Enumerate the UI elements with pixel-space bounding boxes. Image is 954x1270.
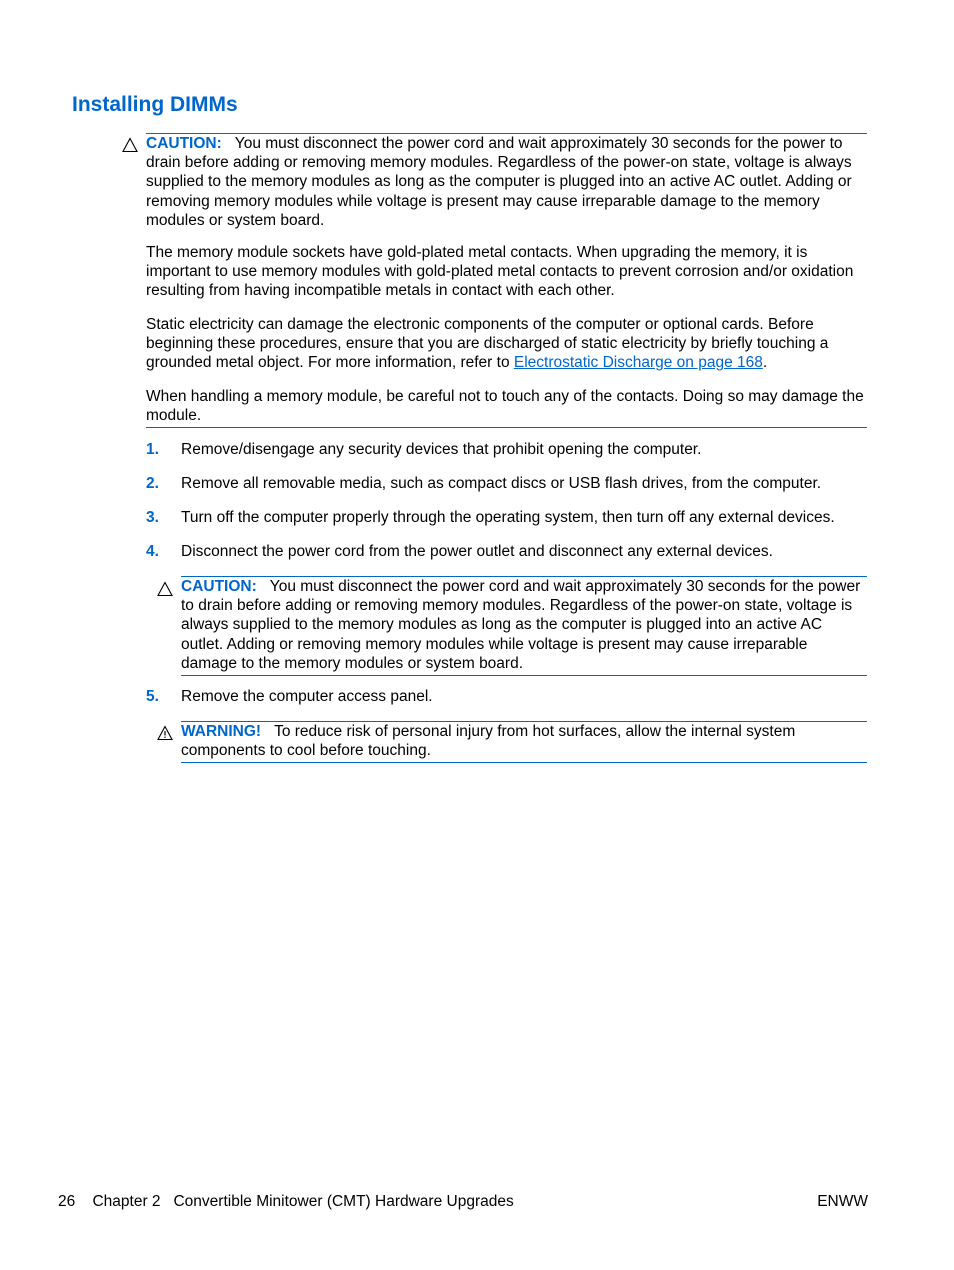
step-text: Remove all removable media, such as compact discs or USB flash drives, from the computer. (181, 475, 822, 492)
caution-triangle-icon (157, 581, 173, 597)
footer-chapter: Chapter 2 (92, 1193, 161, 1210)
step-number: 5. (146, 688, 159, 705)
paragraph-gold-contacts: The memory module sockets have gold-plated metal contacts. When upgrading the memory, it is important to use memory modules with gold-plated metal contacts to prevent corrosion and/or oxidation resulting from having incompatible metals in contact with each other. (146, 244, 854, 300)
warning-label: WARNING! (181, 723, 262, 740)
warning-text: To reduce risk of personal injury from hot surfaces, allow the internal system components to cool before touching. (181, 723, 796, 760)
paragraph-text: Static electricity can damage the electronic components of the computer or optional cards. Before beginning these procedures, ensure that you are discharged of static electricity by briefly touching a grounded metal object. For more information, refer to (146, 316, 829, 372)
paragraph-text: . (762, 354, 768, 372)
electrostatic-discharge-link[interactable]: Electrostatic Discharge on page 168 (513, 354, 763, 372)
caution-label: CAUTION: (181, 578, 257, 595)
step-number: 3. (146, 509, 159, 526)
caution-triangle-icon (122, 137, 138, 153)
page-title: Installing DIMMs (72, 93, 238, 116)
caution-label: CAUTION: (146, 135, 222, 152)
page-number: 26 (58, 1193, 76, 1210)
footer-chapter-title: Convertible Minitower (CMT) Hardware Upgrades (173, 1193, 514, 1210)
section-divider (146, 427, 867, 428)
step-number: 2. (146, 475, 159, 492)
step-text: Disconnect the power cord from the power outlet and disconnect any external devices. (181, 543, 773, 560)
paragraph-handling: When handling a memory module, be careful not to touch any of the contacts. Doing so may damage the module. (146, 388, 864, 425)
warning-notice (181, 721, 867, 763)
warning-triangle-icon (157, 725, 173, 741)
footer-left (58, 1192, 514, 1211)
footer-doc-code: ENWW (817, 1193, 868, 1210)
step-number: 1. (146, 441, 159, 458)
step-text: Turn off the computer properly through the operating system, then turn off any external devices. (181, 509, 835, 526)
step-number: 4. (146, 543, 159, 560)
paragraph-static-electricity (146, 315, 868, 373)
caution-notice (181, 576, 867, 676)
caution-text: You must disconnect the power cord and wait approximately 30 seconds for the power to drain before adding or removing memory modules. Regardless of the power-on state, voltage is always supplied to the memory modules as long as the computer is plugged into an active AC outlet. Adding or removing memory modules while voltage is present may cause irreparable damage to the memory modules or system board. (181, 578, 861, 672)
caution-text: You must disconnect the power cord and wait approximately 30 seconds for the power to drain before adding or removing memory modules. Regardless of the power-on state, voltage is always supplied to the memory modules as long as the computer is plugged into an active AC outlet. Adding or removing memory modules while voltage is present may cause irreparable damage to the memory modules or system board. (146, 135, 852, 229)
caution-notice (146, 133, 867, 230)
step-text: Remove/disengage any security devices that prohibit opening the computer. (181, 441, 702, 458)
page-footer (58, 1192, 868, 1212)
step-text: Remove the computer access panel. (181, 688, 433, 705)
